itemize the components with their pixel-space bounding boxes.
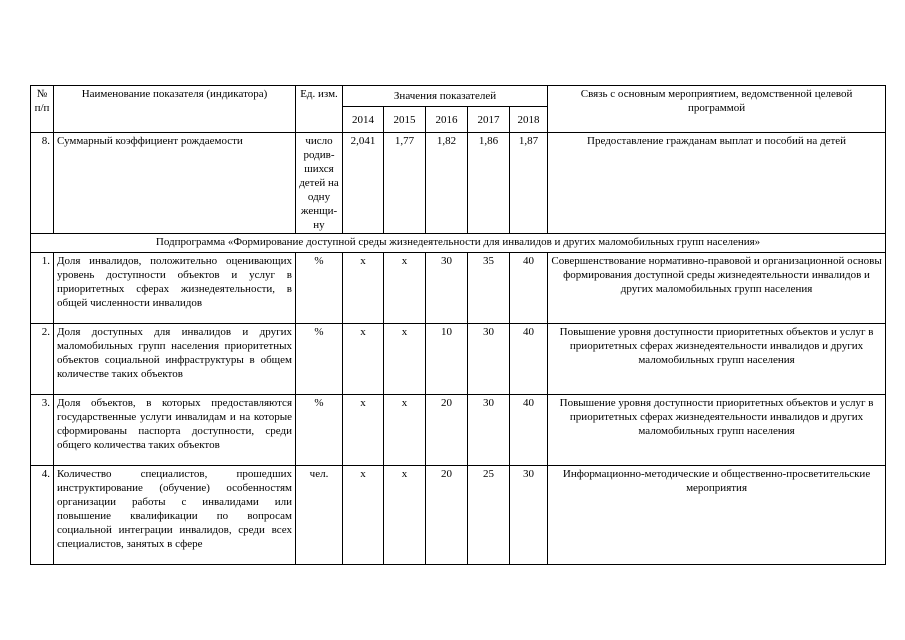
- row-value: х: [384, 466, 426, 565]
- table-row: [31, 324, 886, 395]
- subprogram-title: Подпрограмма «Формирование доступной среды жизнедеятельности для инвалидов и других маломобильных групп населения»: [31, 234, 886, 253]
- header-year: 2018: [510, 107, 548, 133]
- row-link: Предоставление гражданам выплат и пособий на детей: [548, 133, 886, 234]
- row-value: 40: [510, 253, 548, 324]
- subprogram-row: [31, 234, 886, 253]
- row-num: 2.: [31, 324, 54, 395]
- row-value: х: [384, 324, 426, 395]
- row-link: Повышение уровня доступности приоритетных объектов и услуг в приоритетных сферах жизнедеятельности инвалидов и других маломобильных групп населения: [548, 324, 886, 395]
- row-value: 40: [510, 395, 548, 466]
- row-link: Информационно-методические и общественно-просветительские мероприятия: [548, 466, 886, 565]
- header-name: Наименование показателя (индикатора): [54, 86, 296, 133]
- row-value: 30: [468, 395, 510, 466]
- header-year: 2016: [426, 107, 468, 133]
- row-num: 4.: [31, 466, 54, 565]
- row-unit: %: [296, 395, 343, 466]
- row-num: 8.: [31, 133, 54, 234]
- header-unit: Ед. изм.: [296, 86, 343, 133]
- row-value: х: [384, 395, 426, 466]
- row-value: х: [384, 253, 426, 324]
- row-link: Совершенствование нормативно-правовой и организационной основы формирования доступной среды жизнедеятельности инвалидов и других маломобильных групп населения: [548, 253, 886, 324]
- row-value: 25: [468, 466, 510, 565]
- header-values-group: Значения показателей: [343, 86, 548, 107]
- row-value: 1,87: [510, 133, 548, 234]
- row-unit: число родив-шихся детей на одну женщи-ну: [296, 133, 343, 234]
- row-num: 1.: [31, 253, 54, 324]
- row-name: Количество специалистов, прошедших инструктирование (обучение) особенностям организации работы с инвалидами или повышение квалификации по вопросам социальной интеграции инвалидов, среди всех специалистов, занятых в сфере: [54, 466, 296, 565]
- header-link: Связь с основным мероприятием, ведомственной целевой программой: [548, 86, 886, 133]
- row-value: 10: [426, 324, 468, 395]
- header-row-1: [31, 86, 886, 107]
- table-row: [31, 466, 886, 565]
- row-value: 30: [426, 253, 468, 324]
- row-name: Доля инвалидов, положительно оценивающих уровень доступности объектов и услуг в приоритетных сферах жизнедеятельности, в общей численности инвалидов: [54, 253, 296, 324]
- table-row: [31, 133, 886, 234]
- row-value: х: [343, 253, 384, 324]
- table-row: [31, 253, 886, 324]
- row-value: 2,041: [343, 133, 384, 234]
- row-value: 35: [468, 253, 510, 324]
- row-name: Суммарный коэффициент рождаемости: [54, 133, 296, 234]
- indicators-table: [30, 85, 886, 565]
- row-value: 40: [510, 324, 548, 395]
- row-value: 30: [510, 466, 548, 565]
- table-row: [31, 395, 886, 466]
- row-link: Повышение уровня доступности приоритетных объектов и услуг в приоритетных сферах жизнедеятельности инвалидов и других маломобильных групп населения: [548, 395, 886, 466]
- row-value: х: [343, 466, 384, 565]
- row-value: х: [343, 324, 384, 395]
- row-value: 30: [468, 324, 510, 395]
- row-name: Доля доступных для инвалидов и других маломобильных групп населения приоритетных объектов социальной инфраструктуры в общем количестве таких объектов: [54, 324, 296, 395]
- header-year: 2017: [468, 107, 510, 133]
- header-year: 2015: [384, 107, 426, 133]
- header-num: № п/п: [31, 86, 54, 133]
- row-value: 1,77: [384, 133, 426, 234]
- row-name: Доля объектов, в которых предоставляются государственные услуги инвалидам и на которые сформированы паспорта доступности, среди общего количества таких объектов: [54, 395, 296, 466]
- row-value: 1,82: [426, 133, 468, 234]
- row-value: 20: [426, 395, 468, 466]
- row-value: 1,86: [468, 133, 510, 234]
- header-year: 2014: [343, 107, 384, 133]
- row-value: 20: [426, 466, 468, 565]
- row-num: 3.: [31, 395, 54, 466]
- row-value: х: [343, 395, 384, 466]
- row-unit: %: [296, 253, 343, 324]
- row-unit: %: [296, 324, 343, 395]
- row-unit: чел.: [296, 466, 343, 565]
